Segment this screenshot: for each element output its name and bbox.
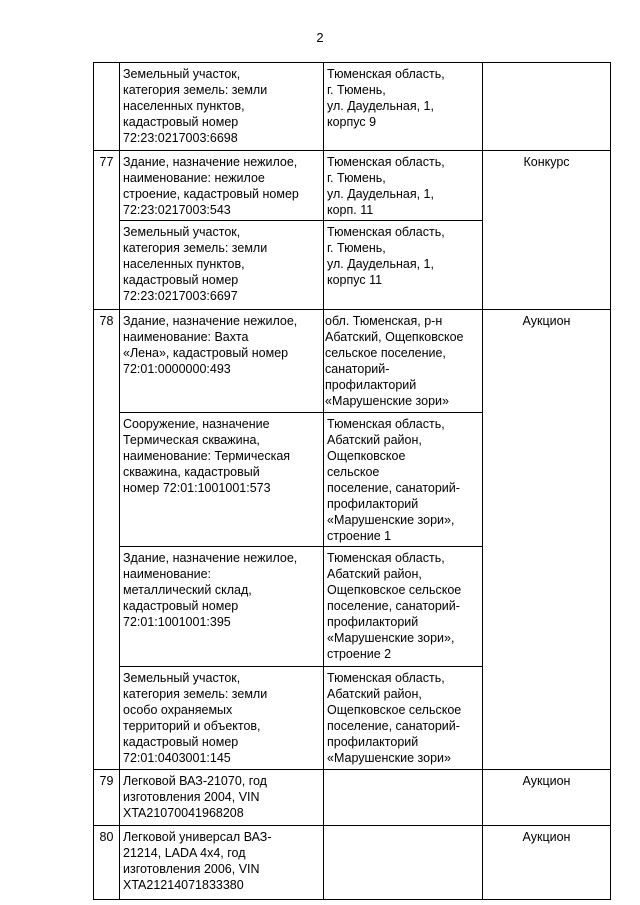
row-number: 79 [94, 770, 120, 826]
object-address: Тюменская область, г. Тюмень, ул. Даудельная, 1, корпус 9 [324, 63, 483, 151]
object-address: Тюменская область, Абатский район, Ощепковское сельское поселение, санаторий- профилакторий «Марушенские зори», строение 1 [324, 413, 483, 547]
sale-type [483, 63, 611, 151]
object-description: Сооружение, назначение Термическая скважина, наименование: Термическая скважина, кадастровый номер 72:01:1001001:573 [120, 413, 324, 547]
object-description: Земельный участок, категория земель: земли населенных пунктов, кадастровый номер 72:23:0217003:6697 [120, 221, 324, 310]
object-description: Земельный участок, категория земель: земли населенных пунктов, кадастровый номер 72:23:0217003:6698 [120, 63, 324, 151]
property-table [93, 62, 611, 900]
table-row [94, 151, 611, 221]
sale-type: Конкурс [483, 151, 611, 310]
table-row [94, 826, 611, 900]
object-address: Тюменская область, Абатский район, Ощепковское сельское поселение, санаторий- профилакторий «Марушенские зори», строение 2 [324, 547, 483, 667]
object-address [324, 770, 483, 826]
object-description: Легковой универсал ВАЗ- 21214, LADA 4x4, год изготовления 2006, VIN XTA21214071833380 [120, 826, 324, 900]
object-address: обл. Тюменская, р-н Абатский, Ощепковское сельское поселение, санаторий- профилакторий «Марушенские зори» [324, 310, 483, 413]
object-description: Здание, назначение нежилое, наименование: нежилое строение, кадастровый номер 72:23:0217003:543 [120, 151, 324, 221]
table-row [94, 63, 611, 151]
table-row [94, 770, 611, 826]
object-description: Здание, назначение нежилое, наименование: металлический склад, кадастровый номер 72:01:1001001:395 [120, 547, 324, 667]
sale-type: Аукцион [483, 826, 611, 900]
object-address: Тюменская область, г. Тюмень, ул. Даудельная, 1, корпус 11 [324, 221, 483, 310]
sale-type: Аукцион [483, 310, 611, 770]
object-address [324, 826, 483, 900]
row-number: 78 [94, 310, 120, 770]
object-address: Тюменская область, Абатский район, Ощепковское сельское поселение, санаторий- профилакторий «Марушенские зори» [324, 667, 483, 770]
object-address: Тюменская область, г. Тюмень, ул. Даудельная, 1, корп. 11 [324, 151, 483, 221]
row-number [94, 63, 120, 151]
object-description: Здание, назначение нежилое, наименование: Вахта «Лена», кадастровый номер 72:01:0000000:493 [120, 310, 324, 413]
object-description: Легковой ВАЗ-21070, год изготовления 2004, VIN XTA21070041968208 [120, 770, 324, 826]
row-number: 80 [94, 826, 120, 900]
row-number: 77 [94, 151, 120, 310]
page-number: 2 [316, 30, 324, 45]
object-description: Земельный участок, категория земель: земли особо охраняемых территорий и объектов, кадастровый номер 72:01:0403001:145 [120, 667, 324, 770]
table-row [94, 310, 611, 413]
sale-type: Аукцион [483, 770, 611, 826]
